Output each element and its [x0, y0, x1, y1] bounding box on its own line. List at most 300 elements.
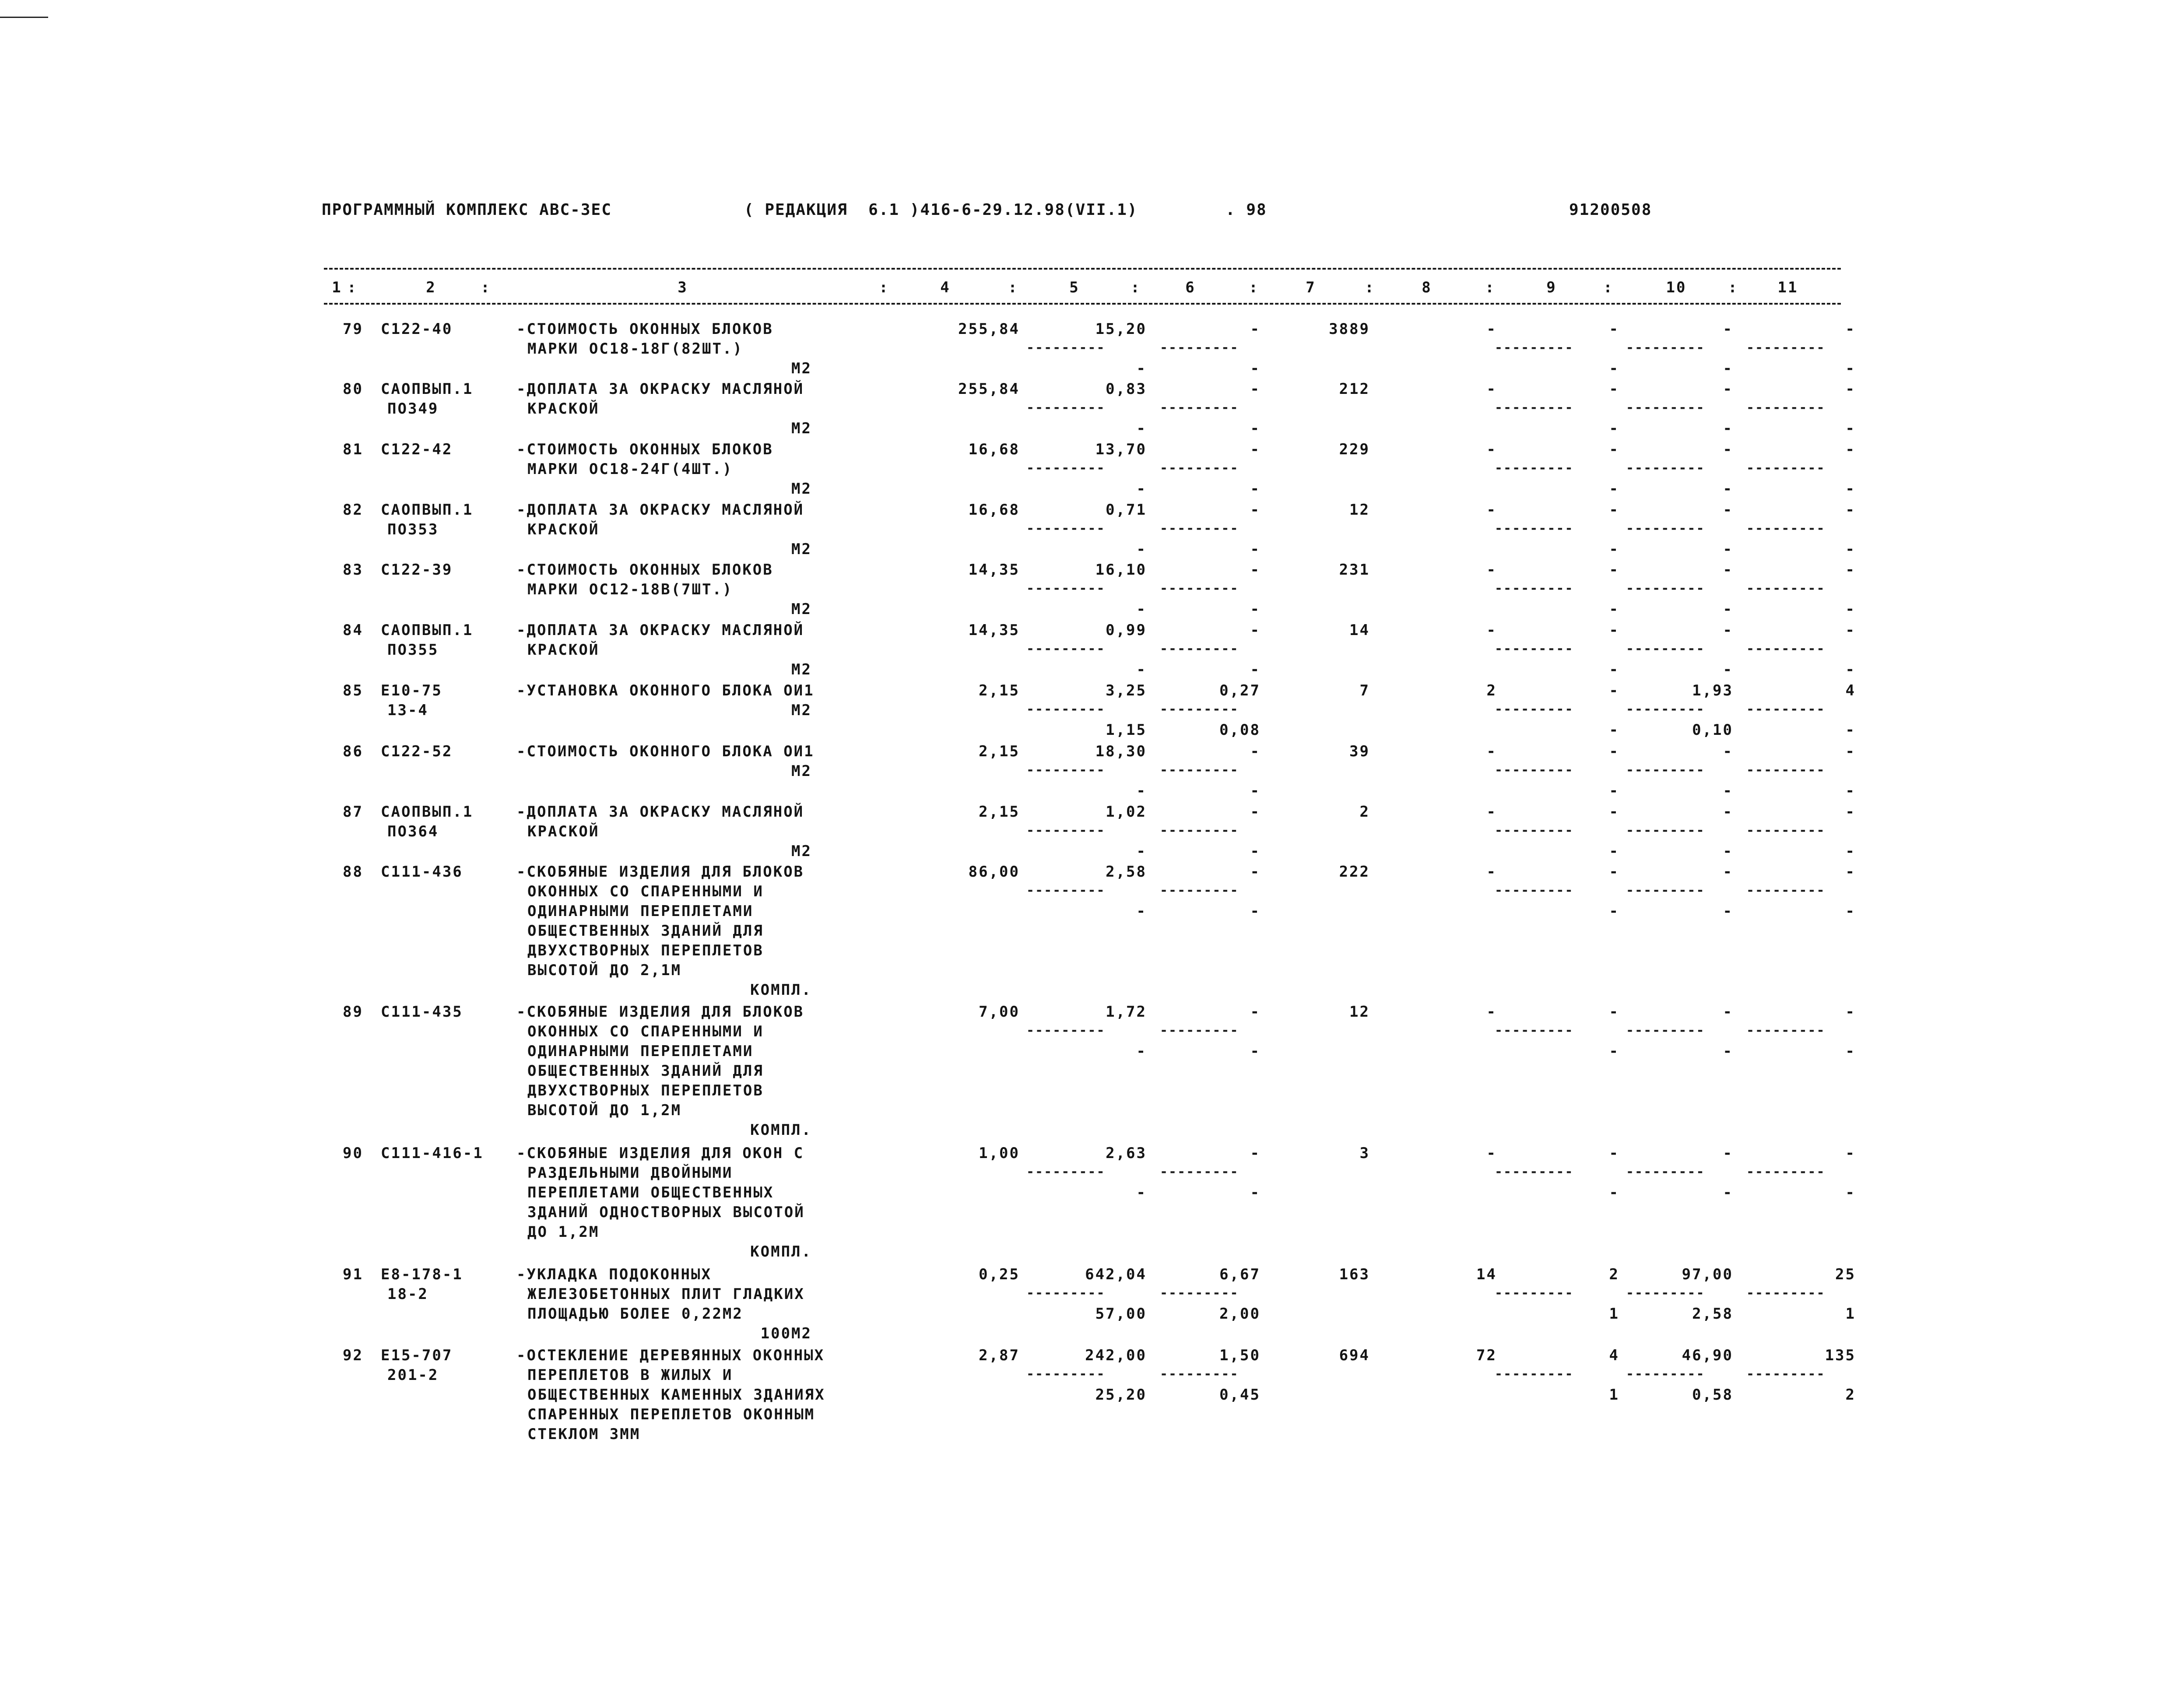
work-description: ОДИНАРНЫМИ ПЕРЕПЛЕТАМИ: [527, 1043, 754, 1060]
work-description: ДВУХСТВОРНЫХ ПЕРЕПЛЕТОВ: [527, 1082, 764, 1099]
unit-cost-machinery: 1,50: [1219, 1347, 1261, 1364]
rate-code: С111-416-1: [381, 1144, 484, 1162]
unit-cost-total: 2,63: [1106, 1144, 1147, 1162]
work-description: -СКОБЯНЫЕ ИЗДЕЛИЯ ДЛЯ БЛОКОВ: [516, 1003, 804, 1021]
unit-cost-machinery: -: [1250, 621, 1261, 639]
column-number-11: 11: [1777, 279, 1798, 296]
subtotal-separator: ---------: [1746, 522, 1826, 535]
column-9-value: -: [1609, 743, 1619, 760]
unit-cost-wages: 1,15: [1106, 721, 1147, 739]
column-11-value: 4: [1845, 682, 1856, 699]
column-11-value: -: [1845, 743, 1856, 760]
subtotal-separator: ---------: [1746, 401, 1826, 414]
edition-label: ( РЕДАКЦИЯ 6.1 )416-6-29.12.98(VII.1): [744, 201, 1138, 219]
quantity: 16,68: [968, 441, 1020, 458]
row-number: 92: [343, 1347, 363, 1364]
unit-cost-total: 642,04: [1085, 1266, 1147, 1283]
column-9-value: -: [1609, 863, 1619, 881]
subtotal-separator: ---------: [1626, 1024, 1705, 1037]
work-description: СТЕКЛОМ 3ММ: [527, 1425, 641, 1443]
row-number: 90: [343, 1144, 363, 1162]
rate-code: САОПВЫП.1: [381, 380, 474, 398]
column-9-second-value: -: [1609, 541, 1619, 558]
column-9-second-value: -: [1609, 782, 1619, 800]
measure-unit: М2: [791, 480, 812, 498]
unit-cost-machinery-wages: 2,00: [1219, 1305, 1261, 1323]
quantity: 0,25: [979, 1266, 1020, 1283]
rate-code: 13-4: [387, 702, 428, 719]
column-11-value: -: [1845, 441, 1856, 458]
row-number: 91: [343, 1266, 363, 1283]
unit-cost-total: 15,20: [1095, 320, 1147, 338]
work-description: СПАРЕННЫХ ПЕРЕПЛЕТОВ ОКОННЫМ: [527, 1406, 815, 1423]
column-11-second-value: -: [1845, 782, 1856, 800]
rate-code: 201-2: [387, 1366, 439, 1384]
column-11-value: 25: [1835, 1266, 1856, 1283]
column-number-5: 5: [1069, 279, 1080, 296]
column-10-value: 97,00: [1682, 1266, 1733, 1283]
column-9-second-value: -: [1609, 360, 1619, 377]
column-10-second-value: -: [1723, 1184, 1733, 1201]
unit-cost-machinery: 6,67: [1219, 1266, 1261, 1283]
work-description: МАРКИ ОС18-18Г(82ШТ.): [527, 340, 743, 358]
unit-cost-wages: 25,20: [1095, 1386, 1147, 1404]
subtotal-separator: ---------: [1160, 522, 1239, 535]
column-divider: :: [1008, 279, 1018, 296]
column-divider: :: [1365, 279, 1375, 296]
column-11-value: -: [1845, 561, 1856, 579]
subtotal-separator: ---------: [1026, 824, 1106, 837]
subtotal-separator: ---------: [1746, 1024, 1826, 1037]
quantity: 14,35: [968, 621, 1020, 639]
unit-cost-machinery-wages: -: [1250, 1184, 1261, 1201]
total-cost: 2: [1359, 803, 1370, 821]
work-description: -СТОИМОСТЬ ОКОННОГО БЛОКА ОИ1: [516, 743, 815, 760]
column-8-value: -: [1486, 441, 1497, 458]
column-number-2: 2: [426, 279, 436, 296]
column-number-10: 10: [1666, 279, 1687, 296]
unit-cost-machinery-wages: -: [1250, 360, 1261, 377]
rate-code: 18-2: [387, 1285, 428, 1303]
column-9-second-value: -: [1609, 600, 1619, 618]
row-number: 89: [343, 1003, 363, 1021]
work-description: КРАСКОЙ: [527, 823, 600, 840]
work-description: -УКЛАДКА ПОДОКОННЫХ: [516, 1266, 712, 1283]
unit-cost-wages: -: [1136, 600, 1147, 618]
subtotal-separator: ---------: [1160, 1368, 1239, 1381]
measure-unit: М2: [791, 600, 812, 618]
subtotal-separator: ---------: [1026, 582, 1106, 595]
unit-cost-machinery-wages: 0,08: [1219, 721, 1261, 739]
work-description: -ДОПЛАТА ЗА ОКРАСКУ МАСЛЯНОЙ: [516, 501, 804, 519]
column-divider: :: [879, 279, 889, 296]
subtotal-separator: ---------: [1160, 462, 1239, 475]
column-number-4: 4: [940, 279, 951, 296]
unit-cost-machinery: -: [1250, 1144, 1261, 1162]
rate-code: Е10-75: [381, 682, 442, 699]
work-description: ОДИНАРНЫМИ ПЕРЕПЛЕТАМИ: [527, 902, 754, 920]
column-9-second-value: -: [1609, 420, 1619, 437]
row-number: 80: [343, 380, 363, 398]
column-8-value: 14: [1476, 1266, 1497, 1283]
column-11-second-value: -: [1845, 1184, 1856, 1201]
quantity: 255,84: [958, 380, 1020, 398]
header-bottom-rule: [324, 303, 1841, 305]
column-number-3: 3: [678, 279, 688, 296]
subtotal-separator: ---------: [1026, 341, 1106, 355]
measure-unit: 100М2: [760, 1325, 812, 1342]
unit-cost-total: 0,99: [1106, 621, 1147, 639]
subtotal-separator: ---------: [1026, 401, 1106, 414]
subtotal-separator: ---------: [1626, 824, 1705, 837]
unit-cost-wages: -: [1136, 661, 1147, 678]
subtotal-separator: ---------: [1026, 462, 1106, 475]
work-description: КРАСКОЙ: [527, 400, 600, 418]
measure-unit: КОМПЛ.: [750, 1243, 812, 1260]
row-number: 81: [343, 441, 363, 458]
column-9-value: -: [1609, 1003, 1619, 1021]
unit-cost-machinery-wages: 0,45: [1219, 1386, 1261, 1404]
measure-unit: М2: [791, 661, 812, 678]
subtotal-separator: ---------: [1026, 642, 1106, 656]
work-description: ОКОННЫХ СО СПАРЕННЫМИ И: [527, 1023, 764, 1040]
unit-cost-wages: -: [1136, 902, 1147, 920]
column-8-value: -: [1486, 621, 1497, 639]
column-11-value: -: [1845, 320, 1856, 338]
rate-code: ПО355: [387, 641, 439, 659]
measure-unit: М2: [791, 762, 812, 780]
subtotal-separator: ---------: [1160, 1024, 1239, 1037]
quantity: 14,35: [968, 561, 1020, 579]
quantity: 2,15: [979, 682, 1020, 699]
work-description: -СТОИМОСТЬ ОКОННЫХ БЛОКОВ: [516, 320, 773, 338]
row-number: 86: [343, 743, 363, 760]
subtotal-separator: ---------: [1495, 462, 1574, 475]
column-number-1: 1: [332, 279, 342, 296]
column-10-value: 46,90: [1682, 1347, 1733, 1364]
column-8-value: -: [1486, 501, 1497, 519]
total-cost: 39: [1349, 743, 1370, 760]
unit-cost-machinery: -: [1250, 1003, 1261, 1021]
column-10-second-value: 0,10: [1692, 721, 1733, 739]
measure-unit: М2: [791, 360, 812, 377]
subtotal-separator: ---------: [1160, 401, 1239, 414]
work-description: КРАСКОЙ: [527, 521, 600, 538]
subtotal-separator: ---------: [1026, 1024, 1106, 1037]
unit-cost-total: 1,02: [1106, 803, 1147, 821]
column-9-second-value: -: [1609, 721, 1619, 739]
column-8-value: 72: [1476, 1347, 1497, 1364]
column-9-value: -: [1609, 621, 1619, 639]
subtotal-separator: ---------: [1026, 1287, 1106, 1300]
subtotal-separator: ---------: [1626, 764, 1705, 777]
subtotal-separator: ---------: [1026, 764, 1106, 777]
total-cost: 694: [1339, 1347, 1370, 1364]
subtotal-separator: ---------: [1495, 1165, 1574, 1179]
table-top-rule: [324, 268, 1841, 270]
work-description: ДВУХСТВОРНЫХ ПЕРЕПЛЕТОВ: [527, 942, 764, 959]
column-9-value: -: [1609, 561, 1619, 579]
column-11-second-value: -: [1845, 661, 1856, 678]
subtotal-separator: ---------: [1495, 401, 1574, 414]
total-cost: 163: [1339, 1266, 1370, 1283]
subtotal-separator: ---------: [1026, 884, 1106, 897]
subtotal-separator: ---------: [1495, 764, 1574, 777]
column-9-second-value: -: [1609, 902, 1619, 920]
column-9-value: -: [1609, 320, 1619, 338]
row-number: 84: [343, 621, 363, 639]
subtotal-separator: ---------: [1626, 884, 1705, 897]
column-10-value: -: [1723, 803, 1733, 821]
column-8-value: -: [1486, 320, 1497, 338]
column-10-second-value: -: [1723, 541, 1733, 558]
subtotal-separator: ---------: [1746, 462, 1826, 475]
column-11-value: -: [1845, 863, 1856, 881]
column-10-second-value: -: [1723, 600, 1733, 618]
column-11-second-value: -: [1845, 600, 1856, 618]
quantity: 2,15: [979, 803, 1020, 821]
column-11-second-value: -: [1845, 480, 1856, 498]
subtotal-separator: ---------: [1746, 642, 1826, 656]
unit-cost-wages: -: [1136, 782, 1147, 800]
subtotal-separator: ---------: [1626, 522, 1705, 535]
work-description: -СТОИМОСТЬ ОКОННЫХ БЛОКОВ: [516, 441, 773, 458]
subtotal-separator: ---------: [1746, 884, 1826, 897]
column-11-value: -: [1845, 501, 1856, 519]
unit-cost-machinery-wages: -: [1250, 902, 1261, 920]
unit-cost-machinery: -: [1250, 803, 1261, 821]
work-description: ДО 1,2М: [527, 1223, 600, 1241]
work-description: ЖЕЛЕЗОБЕТОННЫХ ПЛИТ ГЛАДКИХ: [527, 1285, 805, 1303]
unit-cost-machinery: -: [1250, 743, 1261, 760]
work-description: МАРКИ ОС18-24Г(4ШТ.): [527, 460, 733, 478]
column-divider: :: [1131, 279, 1141, 296]
column-10-second-value: 2,58: [1692, 1305, 1733, 1323]
unit-cost-machinery: -: [1250, 441, 1261, 458]
subtotal-separator: ---------: [1495, 1287, 1574, 1300]
quantity: 255,84: [958, 320, 1020, 338]
subtotal-separator: ---------: [1160, 884, 1239, 897]
column-11-second-value: -: [1845, 902, 1856, 920]
subtotal-separator: ---------: [1746, 764, 1826, 777]
column-11-second-value: -: [1845, 721, 1856, 739]
column-10-value: -: [1723, 621, 1733, 639]
row-number: 85: [343, 682, 363, 699]
total-cost: 12: [1349, 501, 1370, 519]
unit-cost-total: 242,00: [1085, 1347, 1147, 1364]
page-number: . 98: [1225, 201, 1267, 219]
column-8-value: -: [1486, 803, 1497, 821]
measure-unit: КОМПЛ.: [750, 981, 812, 999]
column-divider: :: [481, 279, 491, 296]
column-10-second-value: -: [1723, 782, 1733, 800]
column-11-value: 135: [1825, 1347, 1856, 1364]
unit-cost-machinery-wages: -: [1250, 842, 1261, 860]
quantity: 1,00: [979, 1144, 1020, 1162]
column-9-value: -: [1609, 1144, 1619, 1162]
measure-unit: М2: [791, 420, 812, 437]
work-description: -ОСТЕКЛЕНИЕ ДЕРЕВЯННЫХ ОКОННЫХ: [516, 1347, 825, 1364]
subtotal-separator: ---------: [1160, 1165, 1239, 1179]
quantity: 16,68: [968, 501, 1020, 519]
unit-cost-machinery: 0,27: [1219, 682, 1261, 699]
column-8-value: -: [1486, 1144, 1497, 1162]
work-description: -ДОПЛАТА ЗА ОКРАСКУ МАСЛЯНОЙ: [516, 380, 804, 398]
column-9-value: 4: [1609, 1347, 1619, 1364]
subtotal-separator: ---------: [1746, 1368, 1826, 1381]
column-9-second-value: -: [1609, 1043, 1619, 1060]
work-description: ПЕРЕПЛЕТОВ В ЖИЛЫХ И: [527, 1366, 733, 1384]
unit-cost-machinery-wages: -: [1250, 1043, 1261, 1060]
measure-unit: М2: [791, 842, 812, 860]
column-9-second-value: -: [1609, 842, 1619, 860]
total-cost: 12: [1349, 1003, 1370, 1021]
subtotal-separator: ---------: [1495, 341, 1574, 355]
unit-cost-machinery: -: [1250, 561, 1261, 579]
subtotal-separator: ---------: [1026, 522, 1106, 535]
unit-cost-total: 1,72: [1106, 1003, 1147, 1021]
column-9-second-value: 1: [1609, 1305, 1619, 1323]
column-9-value: -: [1609, 803, 1619, 821]
subtotal-separator: ---------: [1746, 703, 1826, 716]
column-10-second-value: -: [1723, 902, 1733, 920]
subtotal-separator: ---------: [1026, 1165, 1106, 1179]
unit-cost-total: 2,58: [1106, 863, 1147, 881]
unit-cost-total: 18,30: [1095, 743, 1147, 760]
rate-code: САОПВЫП.1: [381, 501, 474, 519]
column-9-value: -: [1609, 501, 1619, 519]
subtotal-separator: ---------: [1160, 1287, 1239, 1300]
work-description: ВЫСОТОЙ ДО 2,1М: [527, 962, 682, 979]
measure-unit: КОМПЛ.: [750, 1121, 812, 1139]
column-10-second-value: -: [1723, 1043, 1733, 1060]
work-description: ОБЩЕСТВЕННЫХ ЗДАНИЙ ДЛЯ: [527, 922, 764, 940]
work-description: ВЫСОТОЙ ДО 1,2М: [527, 1102, 682, 1119]
unit-cost-wages: -: [1136, 420, 1147, 437]
unit-cost-machinery: -: [1250, 501, 1261, 519]
column-divider: :: [1603, 279, 1614, 296]
unit-cost-total: 0,71: [1106, 501, 1147, 519]
subtotal-separator: ---------: [1026, 1368, 1106, 1381]
column-11-second-value: -: [1845, 360, 1856, 377]
column-divider: :: [1485, 279, 1496, 296]
subtotal-separator: ---------: [1626, 642, 1705, 656]
total-cost: 14: [1349, 621, 1370, 639]
column-10-value: -: [1723, 1003, 1733, 1021]
column-9-second-value: -: [1609, 1184, 1619, 1201]
quantity: 7,00: [979, 1003, 1020, 1021]
subtotal-separator: ---------: [1746, 1165, 1826, 1179]
column-number-6: 6: [1185, 279, 1196, 296]
subtotal-separator: ---------: [1160, 703, 1239, 716]
unit-cost-machinery-wages: -: [1250, 600, 1261, 618]
column-10-second-value: -: [1723, 420, 1733, 437]
rate-code: С122-52: [381, 743, 453, 760]
column-divider: :: [1728, 279, 1738, 296]
column-10-second-value: -: [1723, 842, 1733, 860]
unit-cost-machinery: -: [1250, 320, 1261, 338]
unit-cost-machinery: -: [1250, 380, 1261, 398]
work-description: КРАСКОЙ: [527, 641, 600, 659]
row-number: 88: [343, 863, 363, 881]
rate-code: С111-436: [381, 863, 463, 881]
subtotal-separator: ---------: [1495, 703, 1574, 716]
column-11-value: -: [1845, 1003, 1856, 1021]
unit-cost-wages: -: [1136, 1184, 1147, 1201]
subtotal-separator: ---------: [1626, 582, 1705, 595]
rate-code: ПО349: [387, 400, 439, 418]
subtotal-separator: ---------: [1626, 462, 1705, 475]
subtotal-separator: ---------: [1495, 642, 1574, 656]
rate-code: С122-40: [381, 320, 453, 338]
column-number-8: 8: [1422, 279, 1432, 296]
work-description: МАРКИ ОС12-18В(7ШТ.): [527, 581, 733, 598]
column-11-value: -: [1845, 1144, 1856, 1162]
column-8-value: -: [1486, 743, 1497, 760]
subtotal-separator: ---------: [1160, 642, 1239, 656]
subtotal-separator: ---------: [1746, 341, 1826, 355]
rate-code: С122-39: [381, 561, 453, 579]
work-description: -СТОИМОСТЬ ОКОННЫХ БЛОКОВ: [516, 561, 773, 579]
subtotal-separator: ---------: [1626, 703, 1705, 716]
unit-cost-wages: -: [1136, 1043, 1147, 1060]
subtotal-separator: ---------: [1160, 764, 1239, 777]
column-10-value: 1,93: [1692, 682, 1733, 699]
column-10-second-value: -: [1723, 360, 1733, 377]
row-number: 87: [343, 803, 363, 821]
column-divider: :: [347, 279, 358, 296]
unit-cost-machinery-wages: -: [1250, 541, 1261, 558]
work-description: РАЗДЕЛЬНЫМИ ДВОЙНЫМИ: [527, 1164, 733, 1182]
unit-cost-wages: -: [1136, 360, 1147, 377]
unit-cost-machinery-wages: -: [1250, 661, 1261, 678]
rate-code: ПО364: [387, 823, 439, 840]
work-description: ПЛОЩАДЬЮ БОЛЕЕ 0,22М2: [527, 1305, 743, 1323]
column-10-value: -: [1723, 743, 1733, 760]
unit-cost-wages: -: [1136, 541, 1147, 558]
column-10-value: -: [1723, 380, 1733, 398]
subtotal-separator: ---------: [1160, 582, 1239, 595]
subtotal-separator: ---------: [1626, 1165, 1705, 1179]
unit-cost-machinery-wages: -: [1250, 782, 1261, 800]
subtotal-separator: ---------: [1746, 582, 1826, 595]
column-9-second-value: -: [1609, 480, 1619, 498]
subtotal-separator: ---------: [1746, 1287, 1826, 1300]
document-code: 91200508: [1569, 201, 1652, 219]
subtotal-separator: ---------: [1495, 1024, 1574, 1037]
unit-cost-machinery-wages: -: [1250, 480, 1261, 498]
total-cost: 231: [1339, 561, 1370, 579]
column-10-value: -: [1723, 320, 1733, 338]
work-description: -СКОБЯНЫЕ ИЗДЕЛИЯ ДЛЯ БЛОКОВ: [516, 863, 804, 881]
column-8-value: -: [1486, 863, 1497, 881]
work-description: ПЕРЕПЛЕТАМИ ОБЩЕСТВЕННЫХ: [527, 1184, 774, 1201]
subtotal-separator: ---------: [1626, 341, 1705, 355]
measure-unit: М2: [791, 541, 812, 558]
rate-code: ПО353: [387, 521, 439, 538]
work-description: -УСТАНОВКА ОКОННОГО БЛОКА ОИ1: [516, 682, 815, 699]
unit-cost-machinery: -: [1250, 863, 1261, 881]
column-10-second-value: 0,58: [1692, 1386, 1733, 1404]
column-10-second-value: -: [1723, 480, 1733, 498]
subtotal-separator: ---------: [1626, 401, 1705, 414]
column-9-value: 2: [1609, 1266, 1619, 1283]
subtotal-separator: ---------: [1626, 1287, 1705, 1300]
unit-cost-total: 16,10: [1095, 561, 1147, 579]
quantity: 86,00: [968, 863, 1020, 881]
column-10-value: -: [1723, 501, 1733, 519]
subtotal-separator: ---------: [1495, 824, 1574, 837]
